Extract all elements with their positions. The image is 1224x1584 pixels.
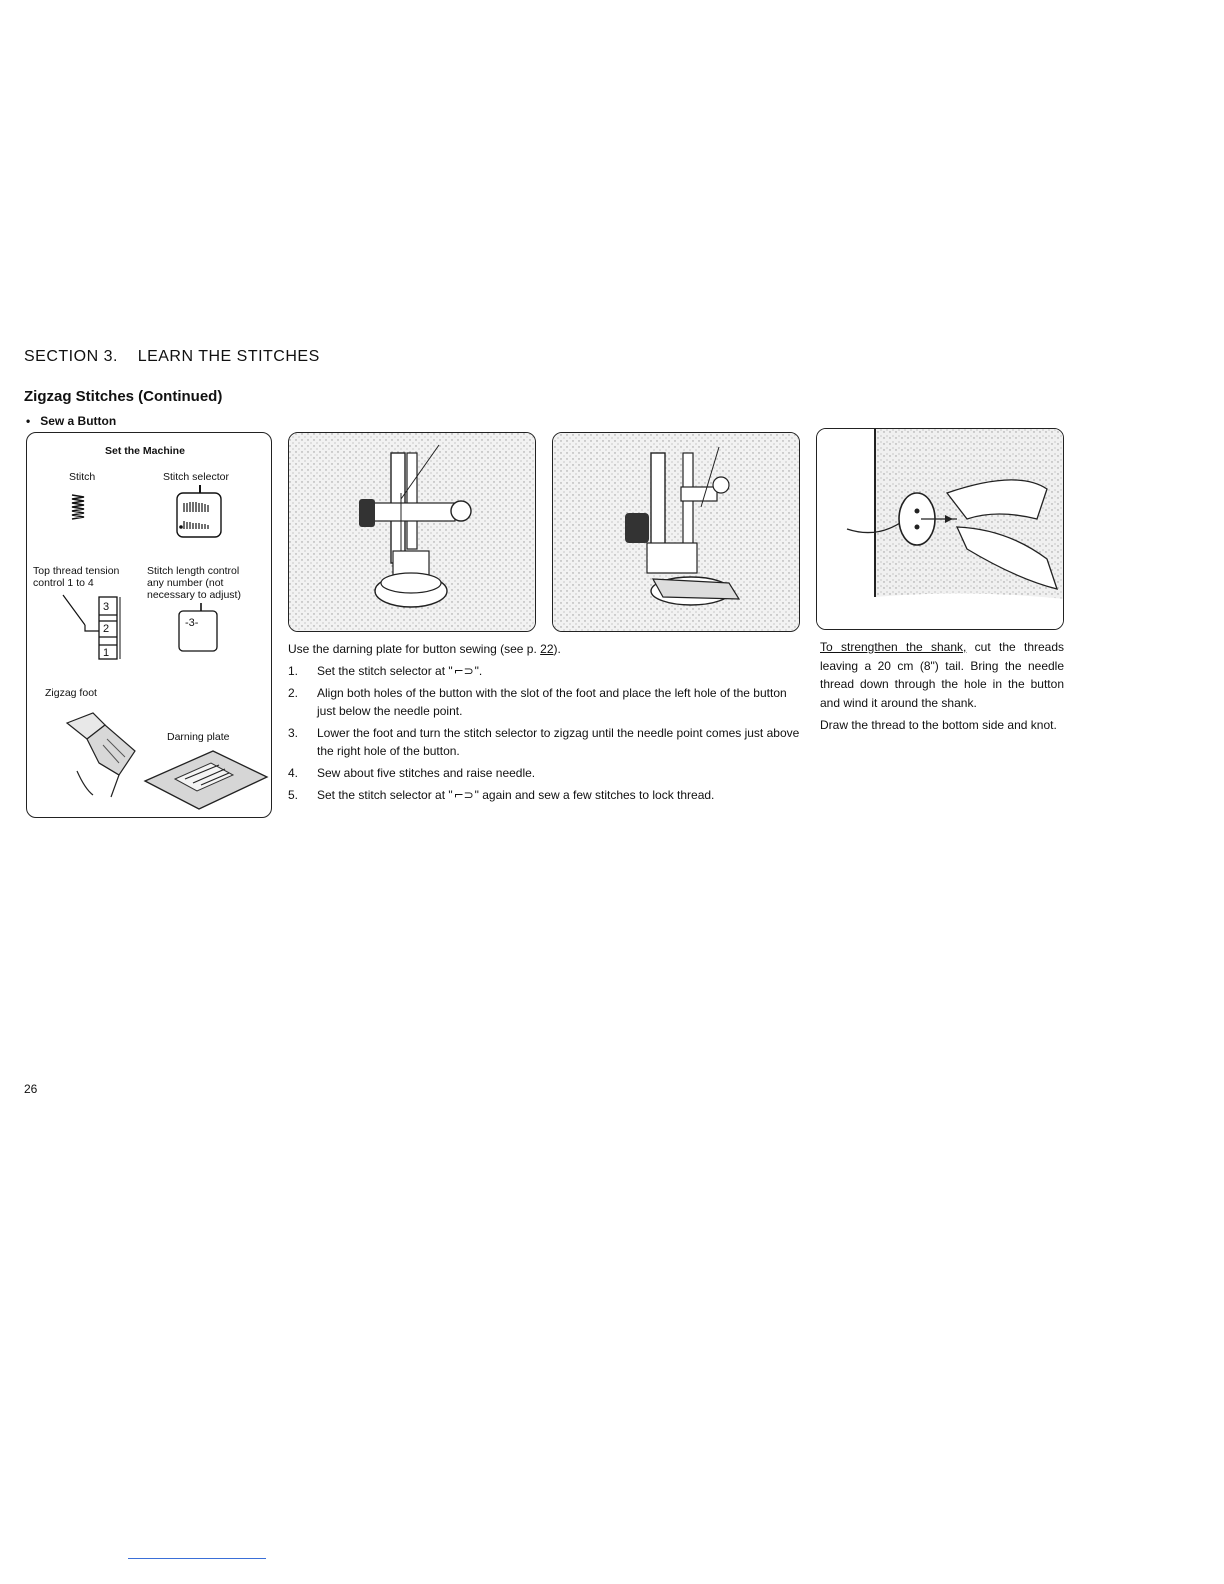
needle-zigzag-button-illustration (553, 433, 800, 632)
wind-shank-illustration (817, 429, 1064, 630)
panel-title: Set the Machine (105, 445, 185, 457)
step-1: 1. Set the stitch selector at "⌐⊃". (288, 664, 483, 678)
tension-label-line1: Top thread tension (33, 565, 120, 577)
figure-wind-shank (816, 428, 1064, 630)
subsection-title: Zigzag Stitches (Continued) (24, 388, 223, 405)
shank-paragraph-2: Draw the thread to the bottom side and knot. (820, 718, 1057, 732)
figure-sew-button (552, 432, 800, 632)
length-label-line3: necessary to adjust) (147, 589, 241, 601)
darning-plate-illustration (141, 749, 271, 813)
tension-value-3: 3 (103, 601, 110, 613)
step-5: 5. Set the stitch selector at "⌐⊃" again and sew a few stitches to lock thread. (288, 788, 715, 802)
step-4: 4. Sew about five stitches and raise needle. (288, 766, 536, 780)
section-heading: SECTION 3. LEARN THE STITCHES (24, 348, 320, 365)
presser-foot-button-illustration (289, 433, 536, 632)
stitch-length-dial-icon (175, 603, 219, 655)
shank-instructions (820, 638, 1064, 739)
button-sewing-instructions (288, 640, 808, 808)
stitch-length-value: -3- (185, 617, 199, 629)
tension-label-line2: control 1 to 4 (33, 577, 94, 589)
tension-dial-icon (57, 591, 127, 663)
length-label-line1: Stitch length control (147, 565, 240, 577)
sew-button-heading: • Sew a Button (26, 414, 117, 428)
straight-stitch-symbol-icon: ⌐⊃ (453, 664, 474, 678)
zigzag-foot-illustration (47, 705, 147, 801)
shank-paragraph-1: To strengthen the shank, cut the threads leaving a 20 cm (8") tail. Bring the needle thread down through the hole in the button and wind it around the shank. (820, 640, 1065, 710)
stitch-label: Stitch (69, 471, 96, 483)
stitch-selector-dial-icon (173, 485, 223, 541)
darning-plate-label: Darning plate (167, 731, 230, 743)
stitch-selector-label: Stitch selector (163, 471, 229, 483)
straight-stitch-symbol-icon: ⌐⊃ (453, 788, 474, 802)
intro-line: Use the darning plate for button sewing (see p. 22). (288, 642, 561, 656)
step-3: 3. Lower the foot and turn the stitch selector to zigzag until the needle point comes just above the right hole of the button. (288, 726, 800, 758)
length-label-line2: any number (not (147, 577, 224, 589)
zigzag-foot-label: Zigzag foot (45, 687, 97, 699)
page-reference: 22 (540, 642, 554, 656)
step-2: 2. Align both holes of the button with the slot of the foot and place the left hole of the button just below the needle point. (288, 686, 787, 718)
figure-align-button (288, 432, 536, 632)
page-number: 26 (24, 1082, 38, 1096)
tension-value-1: 1 (103, 647, 110, 659)
zigzag-stitch-icon (71, 493, 85, 521)
set-machine-panel (26, 432, 272, 818)
footer-divider (128, 1558, 266, 1559)
tension-value-2: 2 (103, 623, 110, 635)
